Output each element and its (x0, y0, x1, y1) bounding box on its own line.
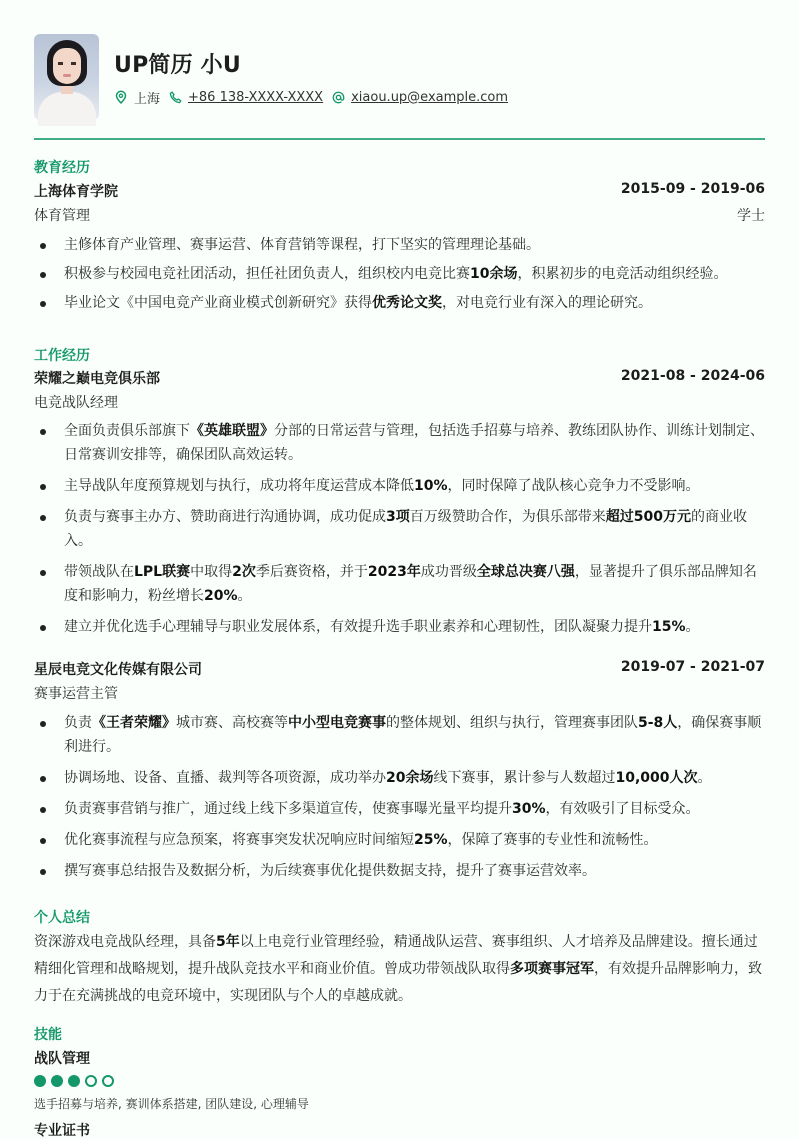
rating-dot-filled-icon (51, 1075, 63, 1087)
header-divider (34, 138, 765, 140)
bullet-item: 负责与赛事主办方、赞助商进行沟通协调，成功促成3项百万级赞助合作，为俱乐部带来超过500万元的商业收入。 (34, 505, 765, 553)
next-section-cutoff: 专业证书 (34, 1123, 90, 1139)
candidate-name: UP简历 小U (114, 53, 241, 78)
section-title-education: 教育经历 (34, 160, 90, 176)
education-major: 体育管理 (34, 208, 90, 224)
bullet-item: 全面负责俱乐部旗下《英雄联盟》分部的日常运营与管理，包括选手招募与培养、教练团队协作、训练计划制定、日常赛训安排等，确保团队高效运转。 (34, 419, 765, 467)
email-link[interactable]: xiaou.up@example.com (351, 89, 509, 105)
education-bullets (34, 233, 765, 320)
location-text: 上海 (134, 91, 161, 107)
bullet-item: 积极参与校园电竞社团活动，担任社团负责人，组织校内电竞比赛10余场，积累初步的电竞活动组织经验。 (34, 262, 765, 286)
bullet-item: 主修体育产业管理、赛事运营、体育营销等课程，打下坚实的管理理论基础。 (34, 233, 765, 257)
skill-level-rating (34, 1075, 119, 1087)
bullet-item: 建立并优化选手心理辅导与职业发展体系，有效提升选手职业素养和心理韧性，团队凝聚力提升15%。 (34, 615, 765, 639)
skill-name: 战队管理 (34, 1051, 90, 1067)
bullet-item: 主导战队年度预算规划与执行，成功将年度运营成本降低10%，同时保障了战队核心竞争力不受影响。 (34, 474, 765, 498)
bullet-item: 协调场地、设备、直播、裁判等各项资源，成功举办20余场线下赛事，累计参与人数超过10,000人次。 (34, 766, 765, 790)
section-title-skills: 技能 (34, 1027, 62, 1043)
section-title-summary: 个人总结 (34, 910, 90, 926)
contact-phone[interactable] (168, 90, 323, 105)
job-date: 2021-08 - 2024-06 (620, 368, 765, 384)
section-title-work: 工作经历 (34, 348, 90, 364)
job-role: 赛事运营主管 (34, 686, 118, 702)
phone-icon (168, 90, 182, 104)
bullet-item: 毕业论文《中国电竞产业商业模式创新研究》获得优秀论文奖，对电竞行业有深入的理论研究。 (34, 291, 765, 315)
job-role: 电竞战队经理 (34, 395, 118, 411)
rating-dot-empty-icon (85, 1075, 97, 1087)
job-1-header (34, 368, 765, 388)
profile-photo (34, 34, 99, 120)
rating-dot-filled-icon (34, 1075, 46, 1087)
contact-location (114, 88, 160, 107)
education-entry-header (34, 181, 765, 201)
bullet-item: 负责《王者荣耀》城市赛、高校赛等中小型电竞赛事的整体规划、组织与执行，管理赛事团队5-8人，确保赛事顺利进行。 (34, 711, 765, 759)
rating-dot-empty-icon (102, 1075, 114, 1087)
contact-info (114, 88, 516, 106)
summary-text: 资深游戏电竞战队经理，具备5年以上电竞行业管理经验，精通战队运营、赛事组织、人才培养及品牌建设。擅长通过精细化管理和战略规划，提升战队竞技水平和商业价值。曾成功带领战队取得多项赛事冠军，有效提升品牌影响力，致力于在充满挑战的电竞环境中，实现团队与个人的卓越成就。 (34, 934, 762, 1004)
resume-header (34, 34, 765, 120)
education-degree: 学士 (737, 208, 765, 224)
bullet-item: 带领战队在LPL联赛中取得2次季后赛资格，并于2023年成功晋级全球总决赛八强，显著提升了俱乐部品牌知名度和影响力，粉丝增长20%。 (34, 560, 765, 608)
school-name: 上海体育学院 (34, 184, 118, 200)
at-sign-icon (331, 90, 345, 104)
rating-dot-filled-icon (68, 1075, 80, 1087)
job-date: 2019-07 - 2021-07 (620, 659, 765, 675)
skill-description: 选手招募与培养, 赛训体系搭建, 团队建设, 心理辅导 (34, 1097, 309, 1111)
company-name: 荣耀之巅电竞俱乐部 (34, 371, 160, 387)
company-name: 星辰电竞文化传媒有限公司 (34, 662, 202, 678)
bullet-item: 撰写赛事总结报告及数据分析，为后续赛事优化提供数据支持，提升了赛事运营效率。 (34, 859, 765, 883)
map-pin-icon (114, 90, 128, 104)
job-2-header (34, 659, 765, 679)
contact-email[interactable] (331, 90, 508, 105)
bullet-item: 优化赛事流程与应急预案，将赛事突发状况响应时间缩短25%，保障了赛事的专业性和流畅性。 (34, 828, 765, 852)
job-1-bullets (34, 419, 765, 646)
education-date: 2015-09 - 2019-06 (620, 181, 765, 197)
job-2-bullets (34, 711, 765, 890)
bullet-item: 负责赛事营销与推广，通过线上线下多渠道宣传，使赛事曝光量平均提升30%，有效吸引了目标受众。 (34, 797, 765, 821)
phone-link[interactable]: +86 138-XXXX-XXXX (188, 89, 324, 105)
